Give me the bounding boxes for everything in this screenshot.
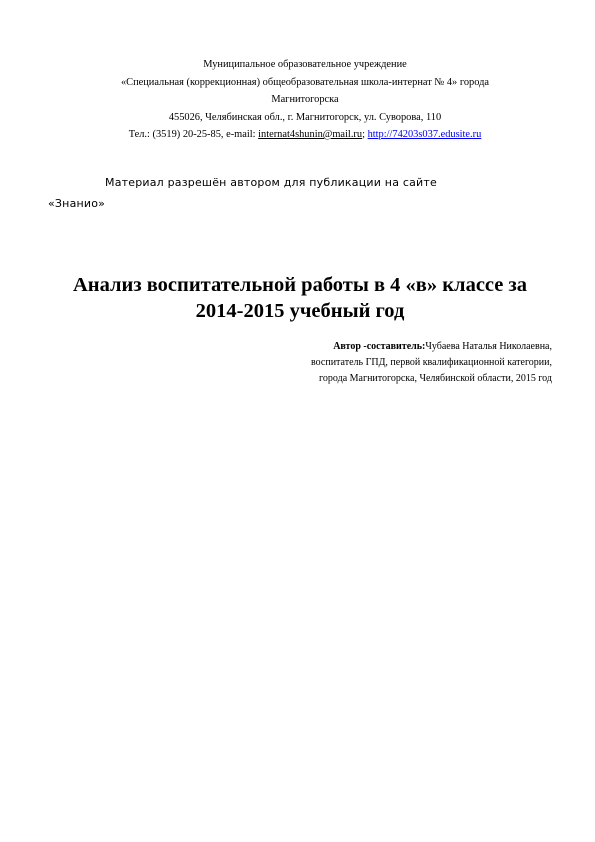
website-link[interactable]: http://74203s037.edusite.ru [367,129,482,140]
author-label: Автор -составитель: [333,341,426,352]
email-link[interactable]: internat4shunin@mail.ru [258,129,363,140]
notice-line-2: «Знанио» [48,197,106,210]
author-name: Чубаева Наталья Николаевна, [425,341,552,352]
author-line-3: города Магнитогорска, Челябинской области, 2015 год [319,373,552,384]
author-line-1 [132,339,552,355]
title-line-1: Анализ воспитательной работы в 4 «в» классе за [73,274,527,296]
contact-separator: ; [362,129,368,140]
header-line-institution-type: Муниципальное образовательное учреждение [203,59,407,70]
document-title [40,272,560,324]
header-line-contacts [60,126,550,144]
notice-line-1: Материал разрешён автором для публикации на сайте [105,176,437,189]
header-line-city: Магнитогорска [271,94,339,105]
author-block [132,339,552,387]
publication-notice [48,172,548,214]
header-line-school-name: «Специальная (коррекционная) общеобразовательная школа-интернат № 4» города [120,76,490,88]
header-line-address: 455026, Челябинская обл., г. Магнитогорск, ул. Суворова, 110 [168,111,442,123]
institution-header [60,56,550,144]
author-line-2: воспитатель ГПД, первой квалификационной категории, [311,357,552,368]
contact-phone-text: Тел.: (3519) 20-25-85, e-mail: [128,129,259,140]
title-line-2: 2014-2015 учебный год [195,300,405,322]
